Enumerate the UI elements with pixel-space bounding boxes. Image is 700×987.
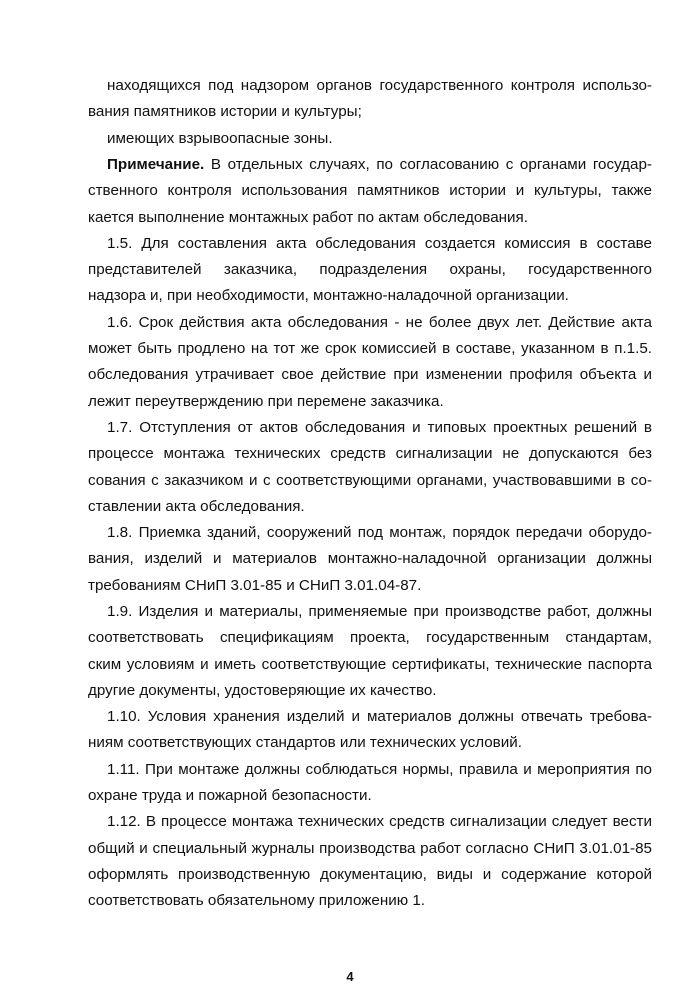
text-line: вания, изделий и материалов монтажно-наладочной организации должны <box>88 550 652 567</box>
text-line: охране труда и пожарной безопасности. <box>88 787 372 804</box>
text-segment: В отдельных случаях, по согласованию с органами государ- <box>204 156 652 173</box>
text-line: может быть продлено на тот же срок комиссией в составе, указанном в п.1.5. <box>88 340 652 357</box>
text-line: обследования утрачивает свое действие при изменении профиля объекта и <box>88 366 652 383</box>
text-line: 1.12. В процессе монтажа технических средств сигнализации следует вести <box>107 813 652 830</box>
page-number: 4 <box>346 969 354 984</box>
text-line: лежит переутверждению при перемене заказчика. <box>88 393 444 410</box>
text-line: ским условиям и иметь соответствующие сертификаты, технические паспорта <box>88 656 652 673</box>
text-line: 1.7. Отступления от актов обследования и типовых проектных решений в <box>107 419 652 436</box>
text-line: другие документы, удостоверяющие их качество. <box>88 682 437 699</box>
text-line: оформлять производственную документацию, виды и содержание которой <box>88 866 652 883</box>
text-line: 1.5. Для составления акта обследования создается комиссия в составе <box>107 235 652 252</box>
text-line <box>107 156 652 174</box>
text-line: общий и специальный журналы производства работ согласно СНиП 3.01.01-85 <box>88 840 652 857</box>
text-line: требованиям СНиП 3.01-85 и СНиП 3.01.04-87. <box>88 577 422 594</box>
text-line: 1.11. При монтаже должны соблюдаться нормы, правила и мероприятия по <box>107 761 652 778</box>
text-line: вания памятников истории и культуры; <box>88 103 362 120</box>
text-line: представителей заказчика, подразделения охраны, государственного <box>88 261 652 278</box>
text-line: соответствовать обязательному приложению 1. <box>88 892 425 909</box>
text-line: ственного контроля использования памятников истории и культуры, также <box>88 182 652 199</box>
text-line: ставлении акта обследования. <box>88 498 305 515</box>
text-line: кается выполнение монтажных работ по актам обследования. <box>88 209 528 226</box>
text-line: соответствовать спецификациям проекта, государственным стандартам, <box>88 629 652 646</box>
text-line: 1.9. Изделия и материалы, применяемые при производстве работ, должны <box>107 603 652 620</box>
text-line: ниям соответствующих стандартов или технических условий. <box>88 734 522 751</box>
text-line: надзора и, при необходимости, монтажно-наладочной организации. <box>88 287 569 304</box>
text-line: 1.6. Срок действия акта обследования - не более двух лет. Действие акта <box>107 314 652 331</box>
text-line: 1.10. Условия хранения изделий и материалов должны отвечать требова- <box>107 708 652 725</box>
text-line: процессе монтажа технических средств сигнализации не допускаются без <box>88 445 652 462</box>
text-line: находящихся под надзором органов государственного контроля использо- <box>107 77 652 94</box>
text-line: 1.8. Приемка зданий, сооружений под монтаж, порядок передачи оборудо- <box>107 524 652 541</box>
note-label: Примечание. <box>107 156 205 173</box>
text-line: сования с заказчиком и с соответствующими органами, участвовавшими в со- <box>88 472 652 489</box>
text-line: имеющих взрывоопасные зоны. <box>107 130 333 147</box>
